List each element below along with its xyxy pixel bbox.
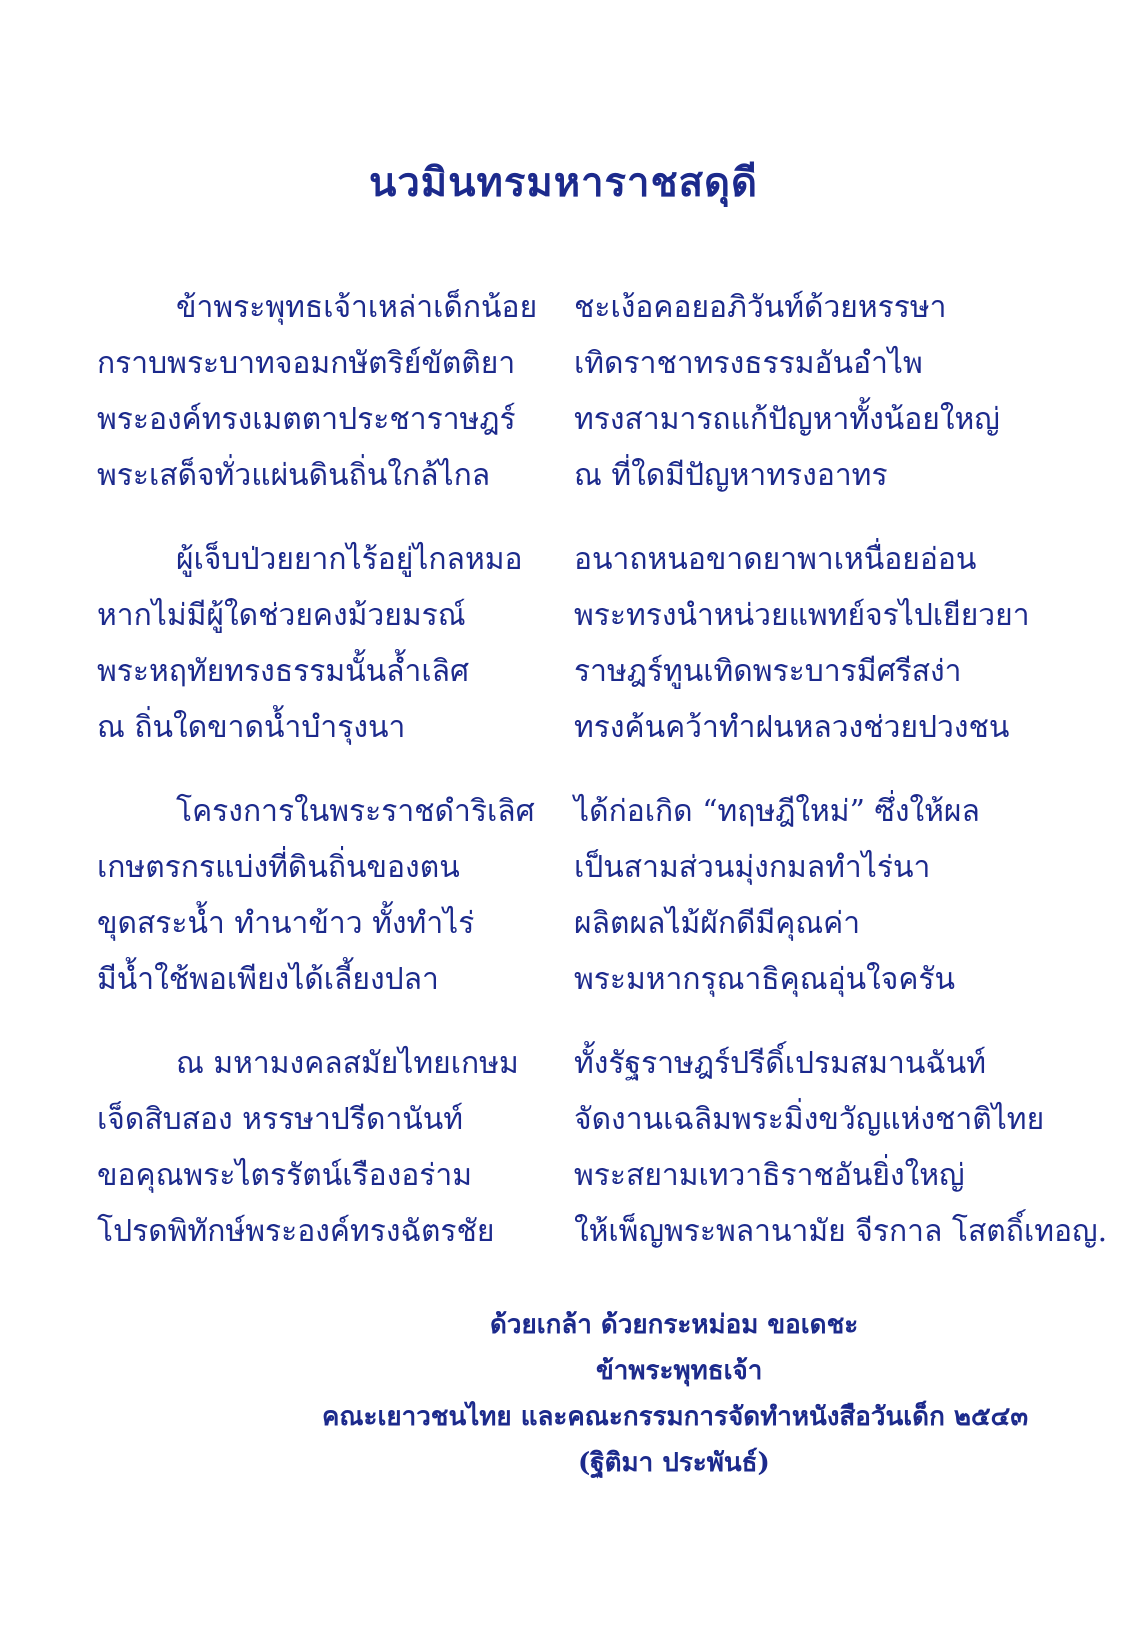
stanza-3 <box>0 782 1127 1034</box>
verse-left: พระองค์ทรงเมตตาประชาราษฎร์ <box>97 402 516 437</box>
verse-left: มีน้ำใช้พอเพียงได้เลี้ยงปลา <box>97 962 439 997</box>
verse-left: เจ็ดสิบสอง หรรษาปรีดานันท์ <box>97 1102 464 1137</box>
verse-left: ขอคุณพระไตรรัตน์เรืองอร่าม <box>97 1158 472 1193</box>
verse-left: เกษตรกรแบ่งที่ดินถิ่นของตน <box>97 850 460 885</box>
verse-left: โปรดพิทักษ์พระองค์ทรงฉัตรชัย <box>97 1214 495 1249</box>
verse-left: ขุดสระน้ำ ทำนาข้าว ทั้งทำไร่ <box>97 906 475 941</box>
verse-right: ผลิตผลไม้ผักดีมีคุณค่า <box>574 906 861 941</box>
verse-line <box>0 334 1127 390</box>
signature-author: (ฐิติมา ประพันธ์) <box>578 1448 770 1478</box>
verse-line <box>0 782 1127 838</box>
verse-line <box>0 1202 1127 1258</box>
verse-line <box>0 838 1127 894</box>
poem-body <box>0 278 1127 1286</box>
verse-right: พระทรงนำหน่วยแพทย์จรไปเยียวยา <box>574 598 1030 633</box>
signature-line <box>0 1438 1127 1484</box>
verse-left: หากไม่มีผู้ใดช่วยคงม้วยมรณ์ <box>97 598 466 633</box>
poem-title: นวมินทรมหาราชสดุดี <box>368 159 759 206</box>
verse-left: พระหฤทัยทรงธรรมนั้นล้ำเลิศ <box>97 654 470 689</box>
verse-line <box>0 586 1127 642</box>
stanza-1 <box>0 278 1127 530</box>
verse-left: ข้าพระพุทธเจ้าเหล่าเด็กน้อย <box>176 290 538 325</box>
verse-left: โครงการในพระราชดำริเลิศ <box>176 794 535 829</box>
verse-line <box>0 1090 1127 1146</box>
verse-right: ราษฎร์ทูนเทิดพระบารมีศรีสง่า <box>574 654 962 689</box>
signature-line <box>0 1300 1127 1346</box>
verse-right: เป็นสามส่วนมุ่งกมลทำไร่นา <box>574 850 931 885</box>
verse-left: กราบพระบาทจอมกษัตริย์ขัตติยา <box>97 346 516 381</box>
verse-right: ทรงสามารถแก้ปัญหาทั้งน้อยใหญ่ <box>574 402 1000 437</box>
verse-line <box>0 278 1127 334</box>
verse-right: เทิดราชาทรงธรรมอันอำไพ <box>574 346 923 381</box>
verse-line <box>0 894 1127 950</box>
verse-line <box>0 1146 1127 1202</box>
stanza-4 <box>0 1034 1127 1286</box>
verse-right: ให้เพ็ญพระพลานามัย จีรกาล โสตถิ์เทอญ. <box>574 1214 1108 1249</box>
verse-right: ชะเง้อคอยอภิวันท์ด้วยหรรษา <box>574 290 947 325</box>
verse-line <box>0 446 1127 502</box>
verse-right: จัดงานเฉลิมพระมิ่งขวัญแห่งชาติไทย <box>574 1102 1045 1137</box>
verse-right: อนาถหนอขาดยาพาเหนื่อยอ่อน <box>574 542 977 577</box>
signature-organization: คณะเยาวชนไทย และคณะกรรมการจัดทำหนังสือวันเด็ก ๒๕๔๓ <box>322 1402 1029 1432</box>
verse-right: ทรงค้นคว้าทำฝนหลวงช่วยปวงชน <box>574 710 1010 745</box>
verse-right: พระสยามเทวาธิราชอันยิ่งใหญ่ <box>574 1158 965 1193</box>
verse-left: ณ ถิ่นใดขาดน้ำบำรุงนา <box>97 710 406 745</box>
signature-block <box>0 1300 1127 1484</box>
verse-left: พระเสด็จทั่วแผ่นดินถิ่นใกล้ไกล <box>97 458 491 493</box>
verse-line <box>0 642 1127 698</box>
signature-salutation: ด้วยเกล้า ด้วยกระหม่อม ขอเดชะ <box>490 1310 859 1340</box>
verse-line <box>0 1034 1127 1090</box>
verse-right: พระมหากรุณาธิคุณอุ่นใจครัน <box>574 962 956 997</box>
verse-line <box>0 390 1127 446</box>
verse-line <box>0 530 1127 586</box>
signature-line <box>0 1392 1127 1438</box>
verse-right: ทั้งรัฐราษฎร์ปรีดิ์เปรมสมานฉันท์ <box>574 1046 987 1081</box>
signature-line <box>0 1346 1127 1392</box>
stanza-2 <box>0 530 1127 782</box>
verse-left: ผู้เจ็บป่วยยากไร้อยู่ไกลหมอ <box>176 542 523 577</box>
verse-line <box>0 698 1127 754</box>
verse-line <box>0 950 1127 1006</box>
verse-right: ณ ที่ใดมีปัญหาทรงอาทร <box>574 458 888 493</box>
verse-right: ได้ก่อเกิด “ทฤษฎีใหม่” ซึ่งให้ผล <box>574 794 980 829</box>
verse-left: ณ มหามงคลสมัยไทยเกษม <box>176 1046 519 1081</box>
signature-subject: ข้าพระพุทธเจ้า <box>596 1356 763 1386</box>
